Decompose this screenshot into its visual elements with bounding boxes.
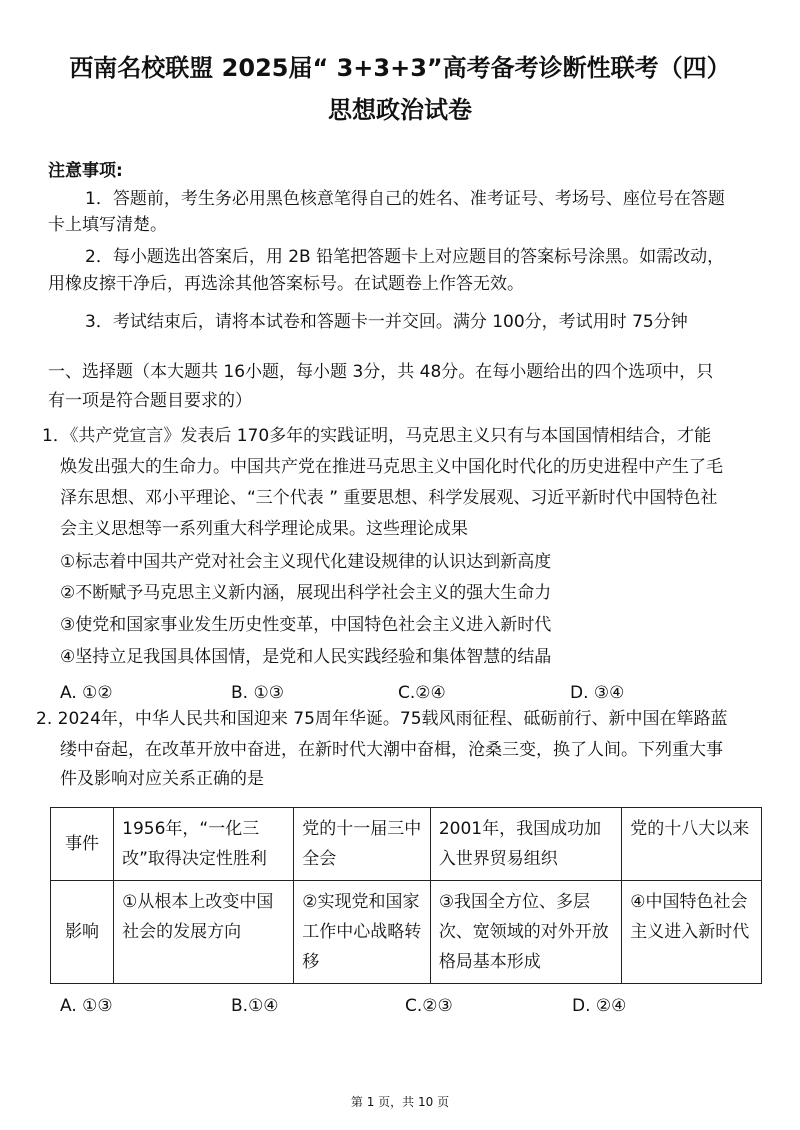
q1-stem-line: 焕发出强大的生命力。中国共产党在推进马克思主义中国化时代化的历史进程中产生了毛 — [60, 457, 723, 477]
q1-statement: ②不断赋予马克思主义新内涵，展现出科学社会主义的强大生命力 — [60, 583, 552, 603]
notice-line: 3．考试结束后，请将本试卷和答题卡一并交回。满分 100分，考试用时 75分钟 — [85, 312, 688, 332]
notice-line: 1．答题前，考生务必用黑色核意笔得自己的姓名、准考证号、考场号、座位号在答题 — [85, 189, 725, 209]
impact-cell: ③我国全方位、多层次、宽领域的对外开放格局基本形成 — [430, 881, 621, 984]
q2-option-b: B.①④ — [231, 996, 279, 1016]
q2-stem-line: 缕中奋起，在改革开放中奋进，在新时代大潮中奋楫，沧桑三变，换了人间。下列重大事 — [60, 740, 723, 760]
notice-line: 2．每小题选出答案后，用 2B 铅笔把答题卡上对应题目的答案标号涂黑。如需改动， — [85, 247, 725, 267]
q1-stem-line: 会主义思想等一系列重大科学理论成果。这些理论成果 — [60, 519, 468, 539]
table-row-events — [51, 808, 762, 881]
q1-statement: ④坚持立足我国具体国情，是党和人民实践经验和集体智慧的结晶 — [60, 647, 552, 667]
q1-option-a: A. ①② — [60, 683, 113, 703]
impact-cell: ④中国特色社会主义进入新时代 — [622, 881, 762, 984]
section-heading: 一、选择题（本大题共 16小题，每小题 3分，共 48分。在每小题给出的四个选项中，只 — [48, 362, 714, 382]
notice-line: 卡上填写清楚。 — [48, 215, 167, 235]
table-row-impacts — [51, 881, 762, 984]
subject-title: 思想政治试卷 — [328, 96, 472, 124]
q1-stem-line: 1．《共产党宣言》发表后 170多年的实践证明，马克思主义只有与本国国情相结合，才能 — [42, 426, 712, 446]
section-heading: 有一项是符合题目要求的） — [48, 391, 252, 411]
notice-heading: 注意事项: — [48, 161, 123, 181]
notice-line: 用橡皮擦干净后，再选涂其他答案标号。在试题卷上作答无效。 — [48, 274, 524, 294]
q1-option-b: B. ①③ — [231, 683, 284, 703]
event-cell: 党的十一届三中全会 — [294, 808, 431, 881]
q2-option-a: A. ①③ — [60, 996, 113, 1016]
row-label-event: 事件 — [51, 808, 114, 881]
exam-title: 西南名校联盟 2025届“ 3+3+3”高考备考诊断性联考（四） — [69, 54, 731, 82]
event-cell: 1956年，“一化三改”取得决定性胜利 — [114, 808, 294, 881]
q2-stem-line: 2. 2024年，中华人民共和国迎来 75周年华诞。75载风雨征程、砥砺前行、新中国在筚路蓝 — [36, 709, 728, 729]
impact-cell: ②实现党和国家工作中心战略转移 — [294, 881, 431, 984]
q1-statement: ③使党和国家事业发生历史性变革，中国特色社会主义进入新时代 — [60, 615, 552, 635]
q2-stem-line: 件及影响对应关系正确的是 — [60, 769, 264, 789]
q1-option-c: C.②④ — [398, 683, 446, 703]
q2-option-c: C.②③ — [405, 996, 453, 1016]
q2-option-d: D. ②④ — [572, 996, 627, 1016]
event-cell: 党的十八大以来 — [622, 808, 762, 881]
q1-stem-line: 泽东思想、邓小平理论、“三个代表 ” 重要思想、科学发展观、习近平新时代中国特色社 — [60, 488, 718, 508]
q1-statement: ①标志着中国共产党对社会主义现代化建设规律的认识达到新高度 — [60, 552, 552, 572]
event-cell: 2001年，我国成功加入世界贸易组织 — [430, 808, 621, 881]
page-number: 第 1 页，共 10 页 — [350, 1095, 450, 1109]
impact-cell: ①从根本上改变中国社会的发展方向 — [114, 881, 294, 984]
events-table — [50, 807, 762, 984]
q1-option-d: D. ③④ — [570, 683, 625, 703]
row-label-impact: 影响 — [51, 881, 114, 984]
